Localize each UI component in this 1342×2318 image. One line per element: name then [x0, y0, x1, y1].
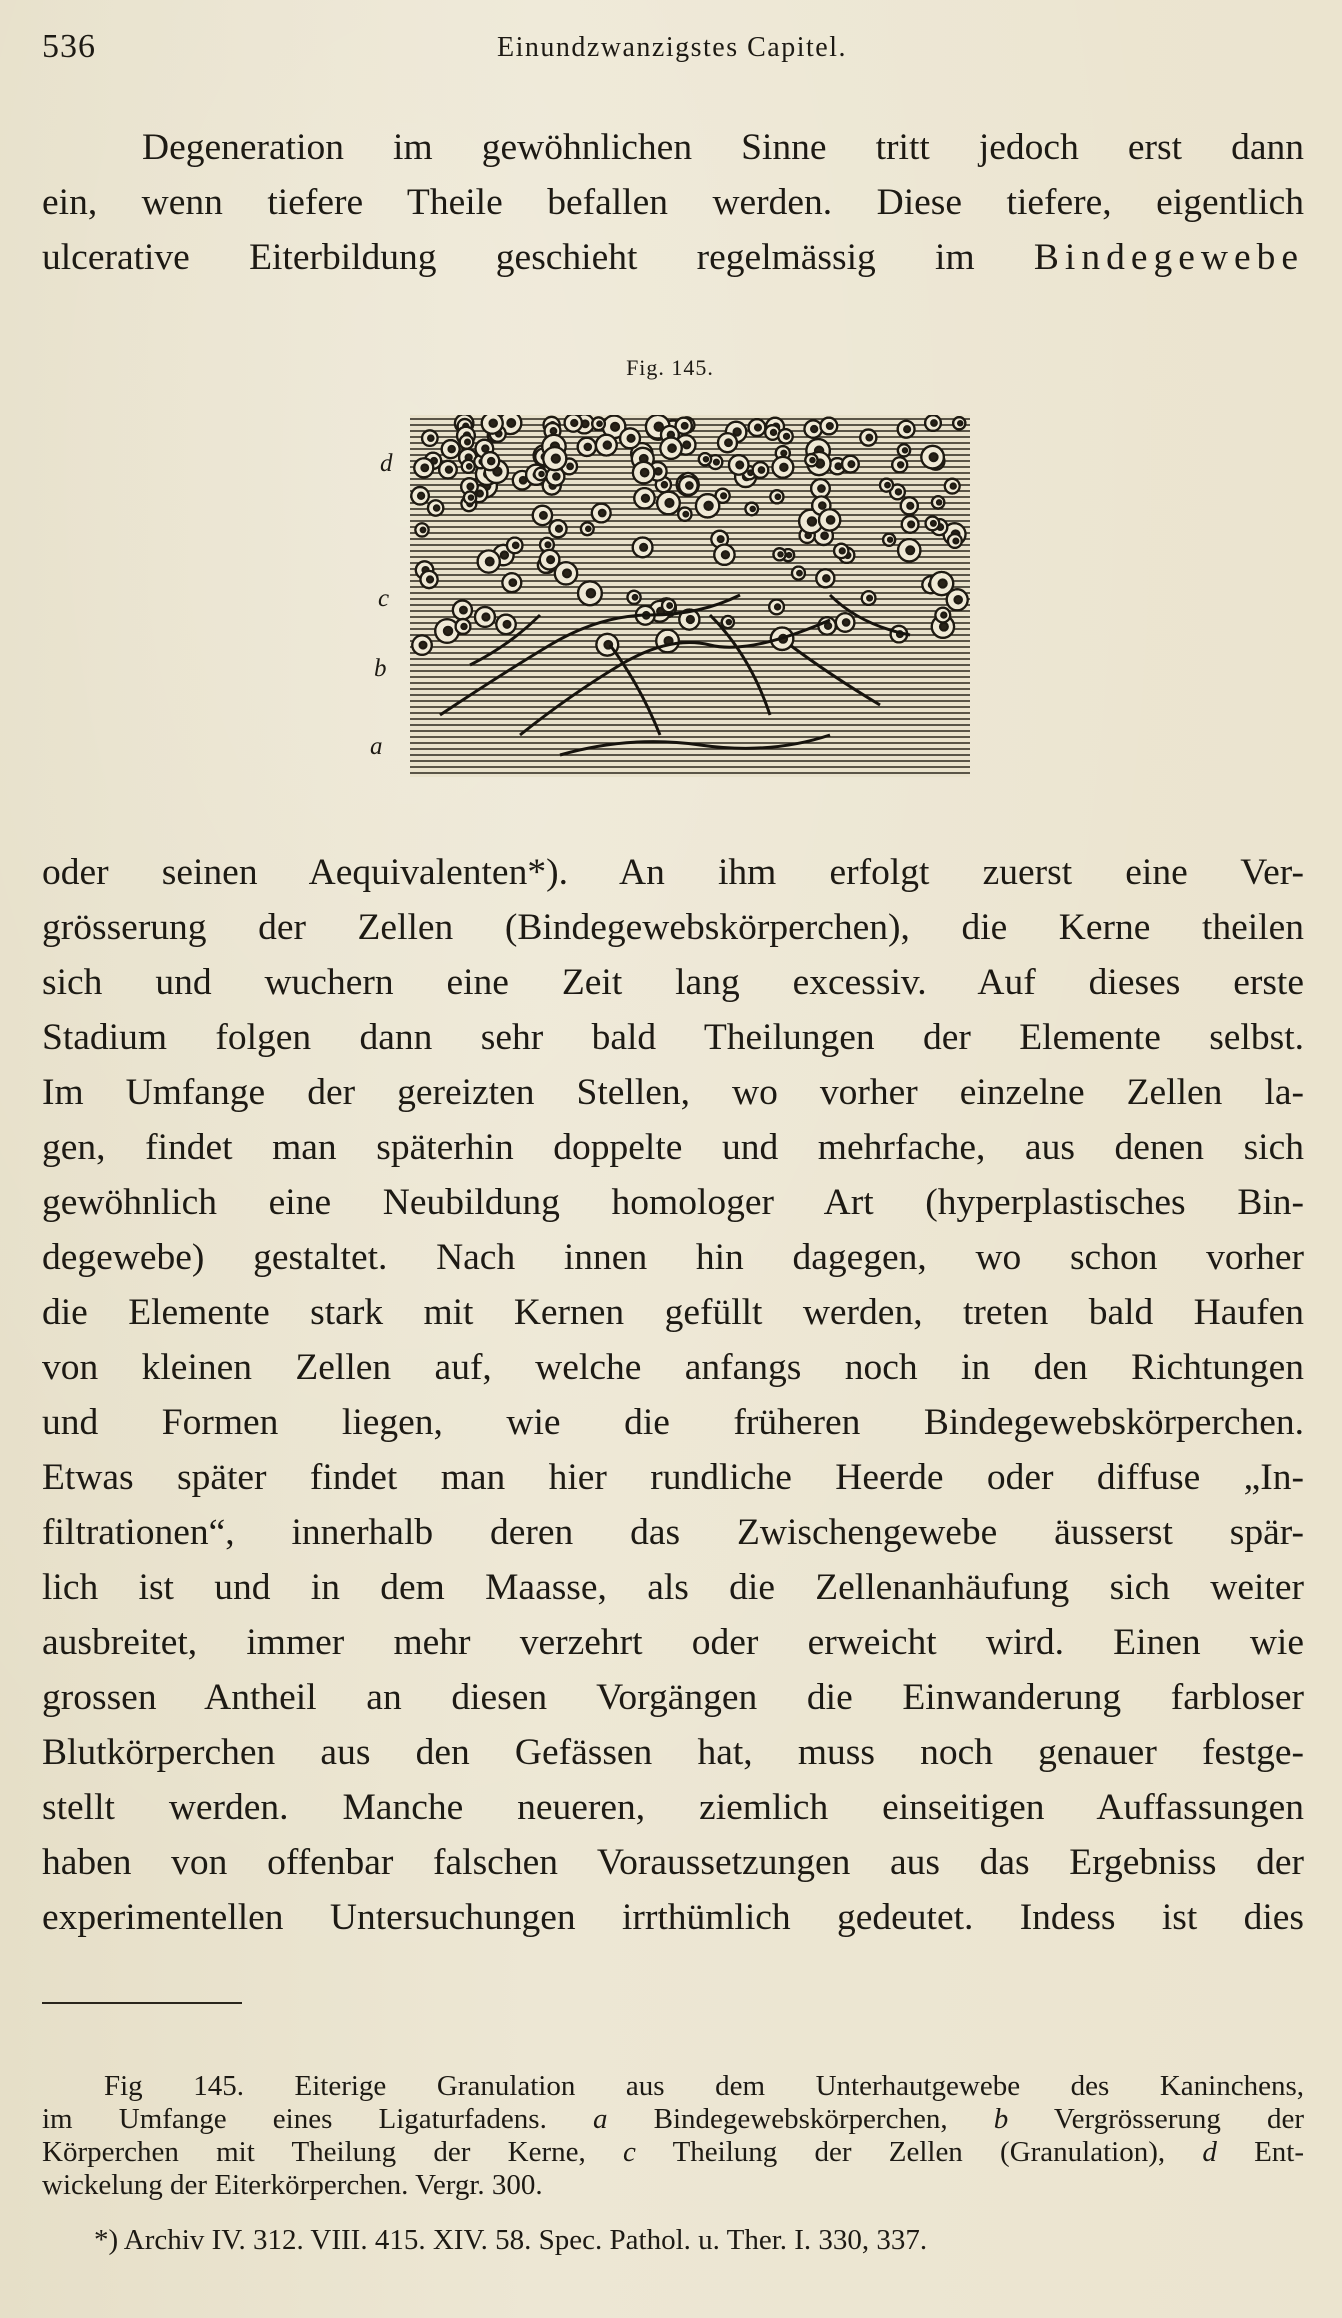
pus-cell	[565, 415, 582, 432]
pus-cell	[634, 488, 654, 508]
text-fragment: im Umfange eines Ligaturfadens.	[42, 2103, 547, 2135]
pus-cell	[581, 522, 594, 535]
text-line	[42, 230, 1304, 285]
pus-cell	[926, 517, 940, 531]
pus-cell	[534, 468, 546, 480]
pus-cell	[633, 462, 654, 483]
pus-cell	[925, 415, 941, 431]
pus-cell	[578, 438, 596, 456]
pus-cell	[745, 503, 758, 516]
pus-cell	[862, 591, 876, 605]
emphasized-term: Bindegewebe	[1033, 237, 1304, 278]
text-fragment: ulcerative Eiterbildung geschieht regelmässig im	[42, 237, 975, 278]
running-head: Einundzwanzigstes Capitel.	[496, 32, 848, 63]
text-line: und Formen liegen, wie die früheren Bindegewebskörperchen.	[42, 1402, 1304, 1443]
pus-cell	[633, 537, 653, 557]
pus-cell	[543, 447, 566, 470]
text-line: filtrationen“, innerhalb deren das Zwischengewebe äusserst spär-	[42, 1512, 1304, 1553]
pus-cell	[462, 460, 475, 473]
pus-cell	[804, 420, 821, 437]
pus-cell	[412, 635, 431, 654]
text-line: Etwas später findet man hier rundliche Heerde oder diffuse „In-	[42, 1457, 1304, 1498]
text-line: Blutkörperchen aus den Gefässen hat, muss noch genauer festge-	[42, 1732, 1304, 1773]
pus-cell	[769, 600, 784, 615]
pus-cell	[475, 607, 495, 627]
pus-cell	[422, 430, 438, 446]
pus-cell	[770, 490, 783, 503]
pus-cell	[482, 415, 503, 434]
pus-cell	[753, 462, 769, 478]
pus-cell	[696, 494, 719, 517]
footnote-line: wickelung der Eiterkörperchen. Vergr. 300.	[42, 2169, 543, 2201]
figure-footnote	[42, 2070, 1304, 2202]
paragraph-main	[42, 845, 1304, 1945]
pus-cell	[540, 550, 560, 570]
text-line: gen, findet man späterhin doppelte und mehrfache, aus denen sich	[42, 1127, 1304, 1168]
pus-cell	[945, 479, 960, 494]
pus-cell	[464, 491, 476, 503]
page-number: 536	[42, 28, 96, 65]
pus-cell	[502, 573, 521, 592]
text-line: sich und wuchern eine Zeit lang excessiv. Auf dieses erste	[42, 962, 1304, 1003]
pus-cell	[880, 479, 893, 492]
pus-cell	[842, 456, 859, 473]
pus-cell	[439, 461, 457, 479]
pus-cell	[420, 571, 437, 588]
pus-cell	[749, 419, 766, 436]
pus-cell	[932, 496, 944, 508]
footnote-line	[42, 2103, 1304, 2136]
text-line: ein, wenn tiefere Theile befallen werden. Diese tiefere, eigentlich	[42, 182, 1304, 223]
text-line: ausbreitet, immer mehr verzehrt oder erweicht wird. Einen wie	[42, 1622, 1304, 1663]
pus-cell	[792, 567, 805, 580]
pus-cell	[819, 509, 840, 530]
pus-cell	[679, 476, 698, 495]
pus-cell	[805, 454, 817, 466]
legend-label-a: a	[592, 2103, 608, 2135]
pus-cell	[834, 544, 848, 558]
pus-cell	[660, 438, 681, 459]
text-line: Im Umfange der gereizten Stellen, wo vorher einzelne Zellen la-	[42, 1072, 1304, 1113]
pus-cell	[820, 418, 837, 435]
text-line: Stadium folgen dann sehr bald Theilungen der Elemente selbst.	[42, 1017, 1304, 1058]
legend-label-b: b	[993, 2103, 1009, 2135]
footnote-line	[42, 2136, 1304, 2169]
text-line: die Elemente stark mit Kernen gefüllt werden, treten bald Haufen	[42, 1292, 1304, 1333]
pus-cell	[415, 523, 428, 536]
pus-cell	[549, 520, 566, 537]
pus-cell	[481, 452, 499, 470]
figure-label-b: b	[374, 655, 387, 682]
pus-cell	[592, 417, 605, 430]
pus-cell	[699, 453, 711, 465]
pus-cell	[627, 591, 640, 604]
figure-label-c: c	[378, 585, 390, 612]
pus-cell	[656, 630, 679, 653]
figure-145	[370, 355, 970, 795]
pus-cell	[456, 619, 471, 634]
text-line: Degeneration im gewöhnlichen Sinne tritt jedoch erst dann	[142, 127, 1304, 168]
text-line: experimentellen Untersuchungen irrthümlich gedeutet. Indess ist dies	[42, 1897, 1304, 1938]
pus-cell	[930, 572, 953, 595]
pus-cell	[657, 492, 680, 515]
pus-cell	[836, 613, 855, 632]
pus-cell	[533, 506, 552, 525]
figure-label-a: a	[370, 733, 383, 760]
pus-cell	[860, 430, 876, 446]
legend-label-c: c	[622, 2136, 636, 2168]
pus-cell	[773, 548, 785, 560]
pus-cell	[898, 421, 915, 438]
pus-cell	[772, 457, 793, 478]
pus-cell	[898, 444, 910, 456]
pus-cell	[902, 516, 919, 533]
pus-cell	[578, 581, 602, 605]
page-header	[42, 28, 1302, 68]
pus-cell	[442, 440, 460, 458]
pus-cell	[811, 479, 830, 498]
pus-cell	[414, 458, 433, 477]
pus-cell	[948, 534, 962, 548]
text-line: haben von offenbar falschen Voraussetzungen aus das Ergebniss der	[42, 1842, 1304, 1883]
paragraph-intro	[42, 120, 1304, 285]
pus-cell	[729, 455, 749, 475]
figure-title: Fig. 145.	[626, 355, 714, 380]
legend-label-d: d	[1202, 2136, 1217, 2168]
text-fragment: Ent-	[1254, 2136, 1305, 2168]
pus-cell	[662, 599, 675, 612]
pus-cell	[411, 487, 429, 505]
text-line: grösserung der Zellen (Bindegewebskörperchen), die Kerne theilen	[42, 907, 1304, 948]
pus-cell	[722, 616, 734, 628]
text-line: degewebe) gestaltet. Nach innen hin dagegen, wo schon vorher	[42, 1237, 1304, 1278]
granulation-engraving	[410, 415, 970, 777]
pus-cell	[892, 457, 907, 472]
figure-label-d: d	[380, 450, 393, 477]
pus-cell	[714, 545, 734, 565]
pus-cell	[435, 619, 459, 643]
pus-cell	[816, 569, 834, 587]
pus-cell	[507, 538, 523, 554]
text-line: lich ist und in dem Maasse, als die Zellenanhäufung sich weiter	[42, 1567, 1304, 1608]
text-line: oder seinen Aequivalenten*). An ihm erfolgt zuerst eine Ver-	[42, 852, 1304, 893]
pus-cell	[778, 429, 792, 443]
pus-cell	[883, 534, 895, 546]
pus-cell	[935, 608, 950, 623]
pus-cell	[921, 446, 944, 469]
text-line: von kleinen Zellen auf, welche anfangs noch in den Richtungen	[42, 1347, 1304, 1388]
reference-footnote: *) Archiv IV. 312. VIII. 415. XIV. 58. Spec. Pathol. u. Ther. I. 330, 337.	[94, 2224, 928, 2256]
footnote-line: Fig 145. Eiterige Granulation aus dem Unterhautgewebe des Kaninchens,	[104, 2070, 1304, 2102]
text-line: grossen Antheil an diesen Vorgängen die Einwanderung farbloser	[42, 1677, 1304, 1718]
text-line: gewöhnlich eine Neubildung homologer Art (hyperplastisches Bin-	[42, 1182, 1304, 1223]
pus-cell	[953, 417, 965, 429]
pus-cell	[718, 433, 737, 452]
pus-cell	[901, 497, 918, 514]
pus-cell	[678, 507, 691, 520]
text-fragment: Vergrösserung der	[1053, 2103, 1305, 2135]
pus-cell	[596, 435, 617, 456]
pus-cell	[620, 428, 640, 448]
footnote-divider	[42, 2002, 242, 2004]
text-line: stellt werden. Manche neueren, ziemlich einseitigen Auffassungen	[42, 1787, 1304, 1828]
pus-cell	[428, 500, 443, 515]
text-fragment: Körperchen mit Theilung der Kerne,	[42, 2136, 586, 2168]
text-fragment: Bindegewebskörperchen,	[653, 2103, 948, 2135]
pus-cell	[478, 550, 500, 572]
pus-cell	[460, 435, 474, 449]
pus-cell	[592, 504, 611, 523]
pus-cell	[496, 615, 515, 634]
pus-cell	[453, 601, 472, 620]
text-fragment: Theilung der Zellen (Granulation),	[672, 2136, 1166, 2168]
pus-cell	[898, 539, 920, 561]
